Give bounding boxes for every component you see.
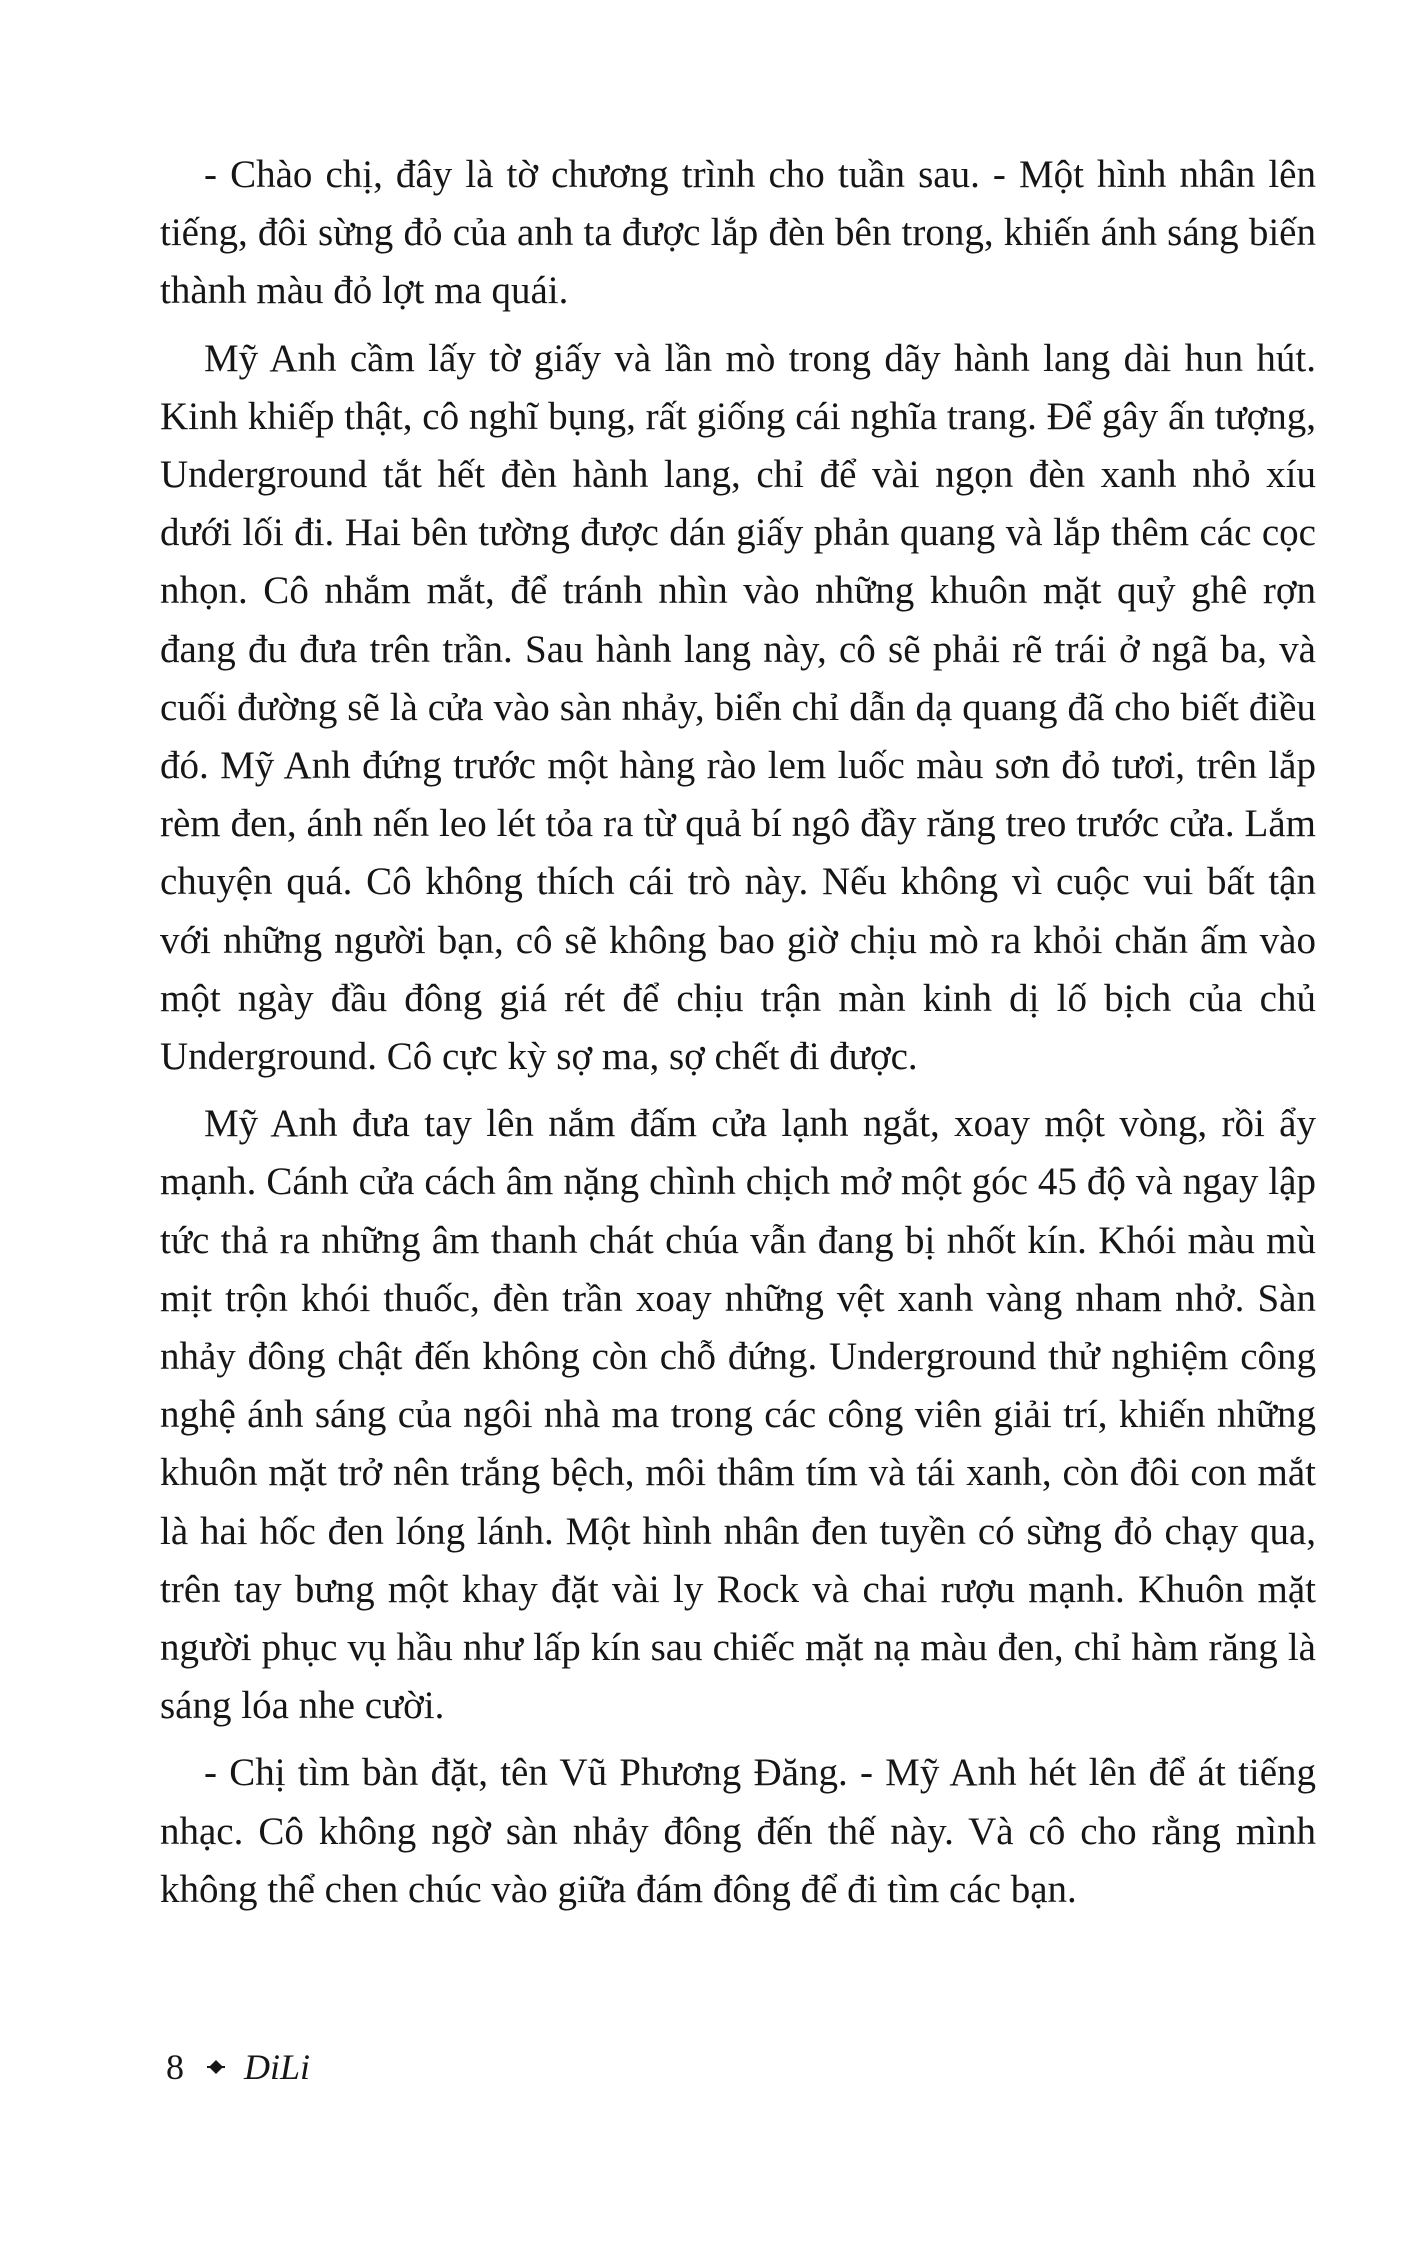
page-number: 8 bbox=[166, 2047, 184, 2087]
paragraph-3: Mỹ Anh đưa tay lên nắm đấm cửa lạnh ngắt, xoay một vòng, rồi ẩy mạnh. Cánh cửa cách âm nặng chình chịch mở một góc 45 độ và ngay lập tức thả ra những âm thanh chát chúa vẫn đang bị nhốt kín. Khói màu mù mịt trộn khói thuốc, đèn trần xoay những vệt xanh vàng nham nhở. Sàn nhảy đông chật đến không còn chỗ đứng. Underground thử nghiệm công nghệ ánh sáng của ngôi nhà ma trong các công viên giải trí, khiến những khuôn mặt trở nên trắng bệch, môi thâm tím và tái xanh, còn đôi con mắt là hai hốc đen lóng lánh. Một hình nhân đen tuyền có sừng đỏ chạy qua, trên tay bưng một khay đặt vài ly Rock và chai rượu mạnh. Khuôn mặt người phục vụ hầu như lấp kín sau chiếc mặt nạ màu đen, chỉ hàm răng là sáng lóa nhe cười. bbox=[160, 1102, 1316, 1728]
paragraph-2: Mỹ Anh cầm lấy tờ giấy và lần mò trong dãy hành lang dài hun hút. Kinh khiếp thật, cô nghĩ bụng, rất giống cái nghĩa trang. Để gây ấn tượng, Underground tắt hết đèn hành lang, chỉ để vài ngọn đèn xanh nhỏ xíu dưới lối đi. Hai bên tường được dán giấy phản quang và lắp thêm các cọc nhọn. Cô nhắm mắt, để tránh nhìn vào những khuôn mặt quỷ ghê rợn đang đu đưa trên trần. Sau hành lang này, cô sẽ phải rẽ trái ở ngã ba, và cuối đường sẽ là cửa vào sàn nhảy, biển chỉ dẫn dạ quang đã cho biết điều đó. Mỹ Anh đứng trước một hàng rào lem luốc màu sơn đỏ tươi, trên lắp rèm đen, ánh nến leo lét tỏa ra từ quả bí ngô đầy răng treo trước cửa. Lắm chuyện quá. Cô không thích cái trò này. Nếu không vì cuộc vui bất tận với những người bạn, cô sẽ không bao giờ chịu mò ra khỏi chăn ấm vào một ngày đầu đông giá rét để chịu trận màn kinh dị lố bịch của chủ Underground. Cô cực kỳ sợ ma, sợ chết đi được. bbox=[160, 336, 1316, 1079]
book-title: DiLi bbox=[244, 2047, 311, 2087]
ornament-bullet-icon bbox=[206, 2057, 226, 2077]
paragraph-4: - Chị tìm bàn đặt, tên Vũ Phương Đăng. - Mỹ Anh hét lên để át tiếng nhạc. Cô không ngờ sàn nhảy đông đến thế này. Và cô cho rằng mình không thể chen chúc vào giữa đám đông để đi tìm các bạn. bbox=[160, 1751, 1316, 1911]
paragraph-1: - Chào chị, đây là tờ chương trình cho tuần sau. - Một hình nhân lên tiếng, đôi sừng đỏ của anh ta được lắp đèn bên trong, khiến ánh sáng biến thành màu đỏ lợt ma quái. bbox=[160, 153, 1316, 313]
page-footer bbox=[166, 2046, 310, 2088]
body-text bbox=[160, 146, 1316, 1928]
